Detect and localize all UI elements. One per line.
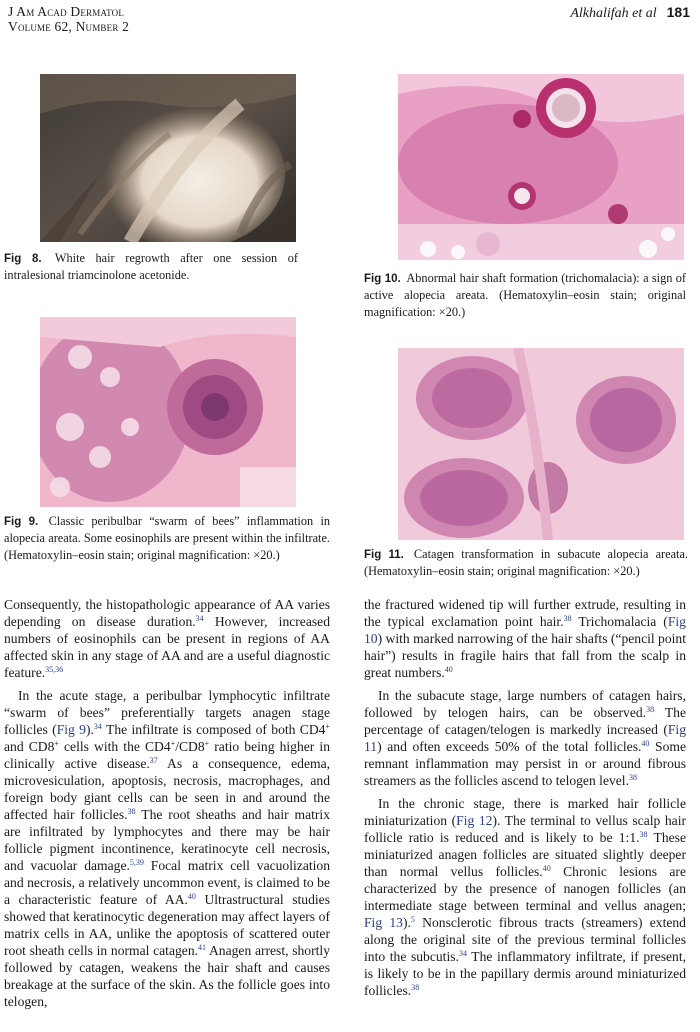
fig9-caption-text: Classic peribulbar “swarm of bees” inflammation in alopecia areata. Some eosinophils are present within the infiltrate. (Hematoxylin–eosin stain; original magnification: ×20.): [4, 514, 331, 562]
citation-ref[interactable]: 34: [93, 722, 102, 731]
right-paragraph-1: the fractured widened tip will further extrude, resulting in the typical exclamation point hair.$^{38}$ Trichomalacia (Fig 10) with marked narrowing of the hair shafts (“pencil point hair”) results in fragile hairs that fall from the scalp in great numbers.$^{40}$: [364, 597, 687, 680]
citation-ref[interactable]: 35,36: [45, 665, 64, 674]
citation-ref[interactable]: 38: [628, 773, 637, 782]
fig11-label: Fig 11.: [364, 549, 404, 561]
right-column: [364, 596, 686, 999]
fig13-link[interactable]: Fig 13: [364, 915, 403, 930]
fig10-label: Fig 10.: [364, 273, 401, 285]
fig9-image: [40, 317, 296, 507]
journal-name: J Am Acad Dermatol: [8, 4, 125, 19]
citation-ref[interactable]: 34: [195, 614, 204, 623]
fig8-image: [40, 74, 296, 242]
citation-ref[interactable]: 38: [646, 705, 655, 714]
page-number: 181: [666, 4, 690, 20]
journal-volume: Volume 62, Number 2: [8, 19, 130, 34]
journal-title: [8, 4, 129, 34]
citation-ref[interactable]: 5,39: [129, 858, 144, 867]
citation-ref[interactable]: 5: [410, 915, 415, 924]
fig9-caption: [4, 513, 330, 563]
fig11-link[interactable]: Fig 11: [364, 722, 686, 754]
left-paragraph-1: Consequently, the histopathologic appearance of AA varies depending on disease duration.$^{34}$ However, increased numbers of eosinophils can be present in regions of AA affected skin in any stage of AA and are a useful diagnostic feature.$^{35,36}$: [4, 597, 330, 680]
citation-ref[interactable]: 41: [198, 943, 207, 952]
citation-ref[interactable]: 34: [458, 949, 467, 958]
fig11-image: [398, 348, 684, 540]
citation-ref[interactable]: 40: [444, 665, 453, 674]
fig10-link[interactable]: Fig 10: [364, 614, 686, 646]
running-author: Alkhalifah et al: [570, 6, 657, 21]
running-head: [8, 4, 690, 36]
fig9-link[interactable]: Fig 9: [56, 722, 86, 737]
fig12-link[interactable]: Fig 12: [456, 813, 493, 828]
fig8-label: Fig 8.: [4, 253, 42, 265]
fig11-caption-text: Catagen transformation in subacute alopecia areata. (Hematoxylin–eosin stain; original magnification: ×20.): [364, 547, 688, 579]
fig10-image: [398, 74, 684, 260]
citation-ref[interactable]: 38: [563, 614, 572, 623]
fig8-caption: [4, 250, 298, 284]
fig11-caption: [364, 546, 688, 580]
running-head-right: [570, 4, 690, 22]
left-column: [4, 596, 330, 1010]
right-paragraph-2: In the subacute stage, large numbers of catagen hairs, followed by telogen hairs, can be observed.$^{38}$ The percentage of catagen/telogen is markedly increased (Fig 11) and often exceeds 50% of the total follicles.$^{40}$ Some remnant inflammation may persist in or around fibrous streamers as the follicles ascend to telogen level.$^{38}$: [364, 688, 686, 788]
right-paragraph-3: In the chronic stage, there is marked hair follicle miniaturization (Fig 12). The terminal to vellus scalp hair follicle ratio is reduced and is likely to be 1:1.38 These miniaturized anagen follicles are situated slightly deeper than normal vellus follicles.$^{40}$ Chronic lesions are characterized by the presence of nanogen follicles (an intermediate stage between terminal and vellus anagen; Fig 13).$^5$ Nonsclerotic fibrous tracts (streamers) extend along the original site of the previous terminal follicles into the subcutis.$^{34}$ The inflammatory infiltrate, if present, is likely to be in the papillary dermis around miniaturized follicles.$^{38}$: [364, 796, 687, 998]
citation-ref[interactable]: 40: [187, 892, 196, 901]
citation-ref[interactable]: 40: [641, 739, 650, 748]
citation-ref[interactable]: 40: [542, 864, 551, 873]
citation-ref[interactable]: 38: [639, 830, 648, 839]
fig9-label: Fig 9.: [4, 516, 39, 528]
citation-ref[interactable]: 37: [149, 756, 158, 765]
fig8-caption-text: White hair regrowth after one session of intralesional triamcinolone acetonide.: [4, 251, 298, 283]
fig10-caption: [364, 270, 686, 320]
citation-ref[interactable]: 38: [411, 983, 420, 992]
fig10-caption-text: Abnormal hair shaft formation (trichomalacia): a sign of active alopecia areata. (Hematoxylin–eosin stain; original magnification: ×20.): [364, 271, 686, 319]
left-paragraph-2: In the acute stage, a peribulbar lymphocytic infiltrate “swarm of bees” preferentially targets anagen stage follicles (Fig 9).$^{34}$ The infiltrate is composed of both CD4+ and CD8+ cells with the CD4+/CD8+ ratio being higher in clinically active disease.$^{37}$ As a consequence, edema, microvesiculation, apoptosis, necrosis, macrophages, and foreign body giant cells can be seen in and around the affected hair follicles.$^{38}$ The root sheaths and hair matrix are infiltrated by lymphocytes and there may be hair follicle pigment incontinence, keratinocyte cell necrosis, and vacuolar damage.$^{5,39}$ Focal matrix cell vacuolization and necrosis, a relatively uncommon event, is claimed to be a characteristic feature of AA.$^{40}$ Ultrastructural studies showed that keratinocytic degeneration may affect layers of matrix cells in AA, unlike the apoptosis of scattered outer root sheath cells in normal catagen.$^{41}$ Anagen arrest, shortly followed by catagen, weakens the hair shaft and causes breakage at the surface of the skin. As the follicle goes into telogen,: [4, 688, 331, 1009]
citation-ref[interactable]: 38: [127, 807, 136, 816]
